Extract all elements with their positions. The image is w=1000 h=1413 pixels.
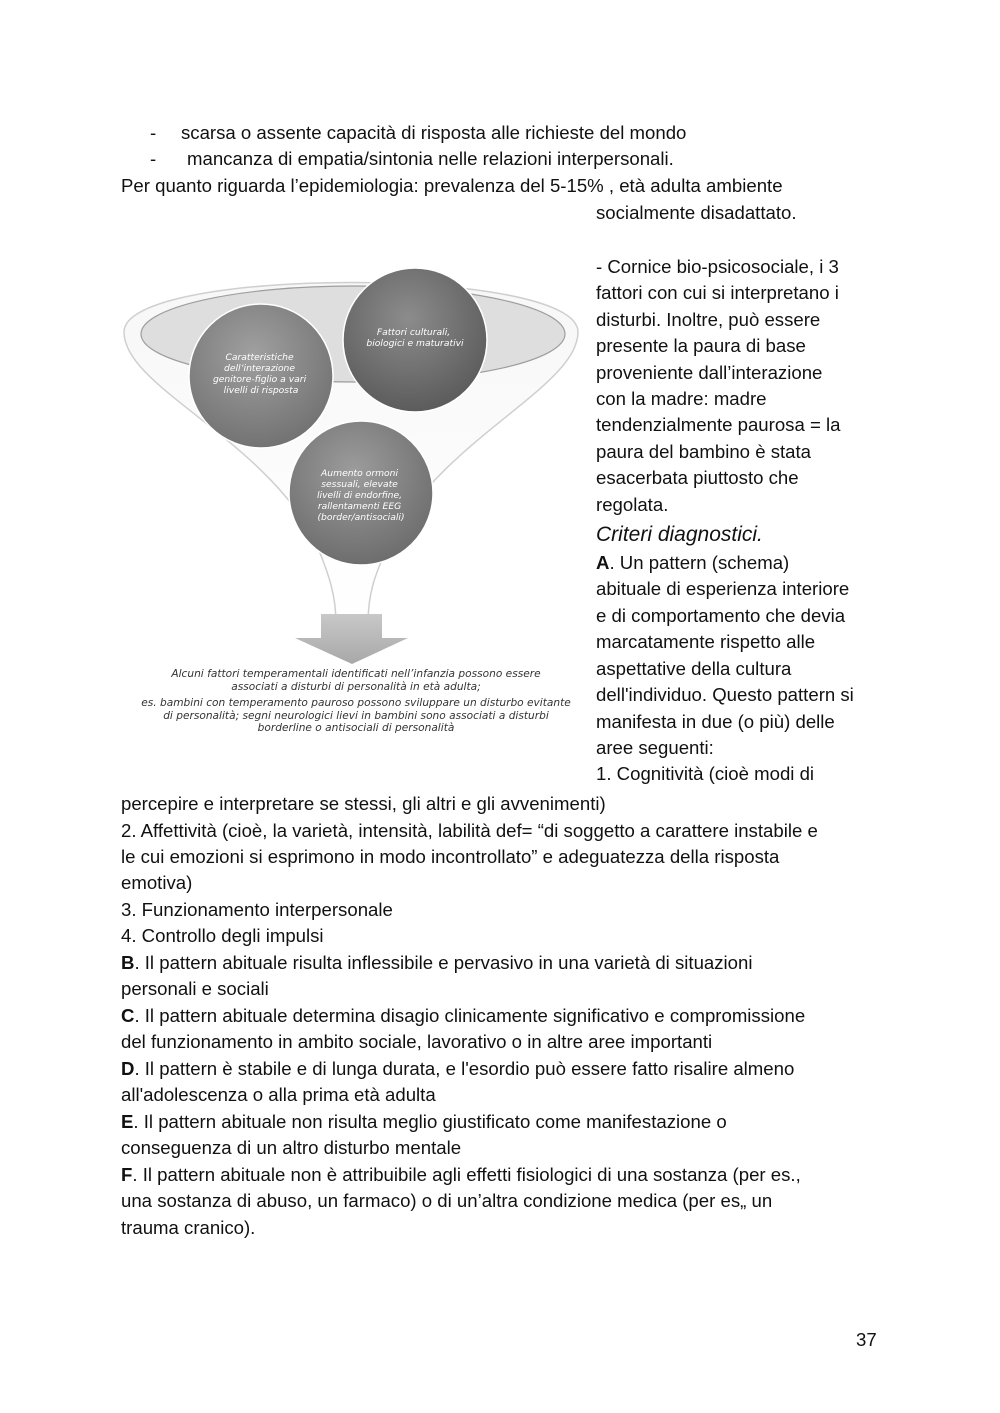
caption-line: associati a disturbi di personalità in età adulta;: [231, 680, 481, 693]
framework-line: esacerbata piuttosto che: [596, 467, 799, 489]
framework-line: proveniente dall’interazione: [596, 361, 823, 383]
framework-line: - Cornice bio-psicosociale, i 3: [596, 256, 839, 277]
body-line: 3. Funzionamento interpersonale: [121, 899, 393, 920]
criterion-a-line: e di comportamento che devia: [596, 604, 846, 626]
criterion-a-line: aree seguenti:: [596, 736, 714, 758]
criterion-d-cont: all'adolescenza o alla prima età adulta: [121, 1084, 436, 1105]
bullet-text: mancanza di empatia/sintonia nelle relazioni interpersonali.: [187, 148, 674, 169]
body-line: percepire e interpretare se stessi, gli altri e gli avvenimenti): [121, 793, 606, 814]
framework-line: tendenzialmente paurosa = la: [596, 414, 841, 436]
criterion-e-cont: conseguenza di un altro disturbo mentale: [121, 1137, 462, 1158]
criterion-letter: B: [121, 952, 135, 973]
criterion-c-cont: del funzionamento in ambito sociale, lavorativo o in altre aree importanti: [121, 1031, 713, 1052]
criterion-a-line: [596, 550, 896, 576]
framework-line: presente la paura di base: [596, 335, 806, 357]
criterion-letter: F: [121, 1164, 133, 1185]
criterion-a-line: manifesta in due (o più) delle: [596, 710, 835, 732]
criterion-text: . Un pattern (schema): [609, 552, 790, 574]
framework-line: fattori con cui si interpretano i: [596, 282, 839, 304]
caption-line: borderline o antisociali di personalità: [257, 722, 455, 735]
criterion-b: [121, 950, 891, 976]
criterion-a-line: dell'individuo. Questo pattern si: [596, 684, 854, 706]
body-line: le cui emozioni si esprimono in modo incontrollato” e adeguatezza della risposta: [121, 846, 780, 867]
criterion-letter: A: [596, 552, 610, 574]
criterion-e: [121, 1109, 891, 1135]
criterion-text: . Il pattern abituale determina disagio clinicamente significativo e compromissione: [134, 1005, 806, 1026]
framework-line: con la madre: madre: [596, 388, 767, 410]
criterion-f-cont: trauma cranico).: [121, 1217, 256, 1238]
criterion-a-line: aspettative della cultura: [596, 657, 792, 679]
criterion-text: . Il pattern abituale non è attribuibile agli effetti fisiologici di una sostanza (per es.,: [132, 1164, 801, 1185]
criteria-heading: Criteri diagnostici.: [596, 523, 763, 547]
criterion-c: [121, 1003, 891, 1029]
criterion-a-line: 1. Cognitività (cioè modi di: [596, 763, 815, 785]
criterion-letter: C: [121, 1005, 135, 1026]
diagram-caption: [138, 668, 574, 735]
criterion-a-line: marcatamente rispetto alle: [596, 631, 816, 653]
criterion-b-cont: personali e sociali: [121, 978, 269, 999]
caption-line: Alcuni fattori temperamentali identificati nell’infanzia possono essere: [171, 668, 541, 680]
criterion-text: . Il pattern abituale non risulta meglio giustificato come manifestazione o: [133, 1111, 727, 1132]
body-line: emotiva): [121, 872, 193, 893]
framework-line: disturbi. Inoltre, può essere: [596, 308, 821, 330]
body-line: 2. Affettività (cioè, la varietà, intensità, labilità def= “di soggetto a carattere instabile e: [121, 820, 818, 841]
epidemiology-line: Per quanto riguarda l’epidemiologia: prevalenza del 5-15% , età adulta ambiente: [121, 175, 783, 196]
criterion-text: . Il pattern è stabile e di lunga durata, e l'esordio può essere fatto risalire almeno: [134, 1058, 795, 1079]
caption-line: es. bambini con temperamento pauroso possono sviluppare un disturbo evitante: [141, 697, 571, 710]
bullet-marker: -: [150, 148, 157, 169]
body-line: 4. Controllo degli impulsi: [121, 925, 324, 946]
right-column: [596, 254, 896, 788]
page-number: 37: [856, 1329, 877, 1350]
criterion-a-line: abituale di esperienza interiore: [596, 578, 850, 600]
caption-line: di personalità; segni neurologici lievi in bambini sono associati a disturbi: [163, 709, 549, 722]
criterion-letter: D: [121, 1058, 135, 1079]
circle-culture-label: Fattori culturali, biologici e maturativi: [366, 327, 464, 349]
framework-line: regolata.: [596, 493, 669, 515]
framework-line: paura del bambino è stata: [596, 440, 812, 462]
criterion-letter: E: [121, 1111, 134, 1132]
bullet-text: scarsa o assente capacità di risposta alle richieste del mondo: [181, 122, 687, 143]
epidemiology-line: socialmente disadattato.: [596, 202, 797, 223]
down-arrow: [295, 614, 408, 664]
circle-interaction-label: Caratteristiche dell’interazione genitore-figlio a vari livelli di risposta: [212, 352, 307, 396]
bullet-marker: -: [150, 122, 157, 143]
circle-hormones-label: Aumento ormoni sessuali, elevate livelli di endorfine, rallentamenti EEG (border/antisociali): [316, 468, 405, 523]
criterion-d: [121, 1056, 891, 1082]
criterion-f-cont: una sostanza di abuso, un farmaco) o di un’altra condizione medica (per es„ un: [121, 1190, 773, 1211]
criterion-text: . Il pattern abituale risulta inflessibile e pervasivo in una varietà di situazioni: [134, 952, 753, 973]
criterion-f: [121, 1162, 891, 1188]
